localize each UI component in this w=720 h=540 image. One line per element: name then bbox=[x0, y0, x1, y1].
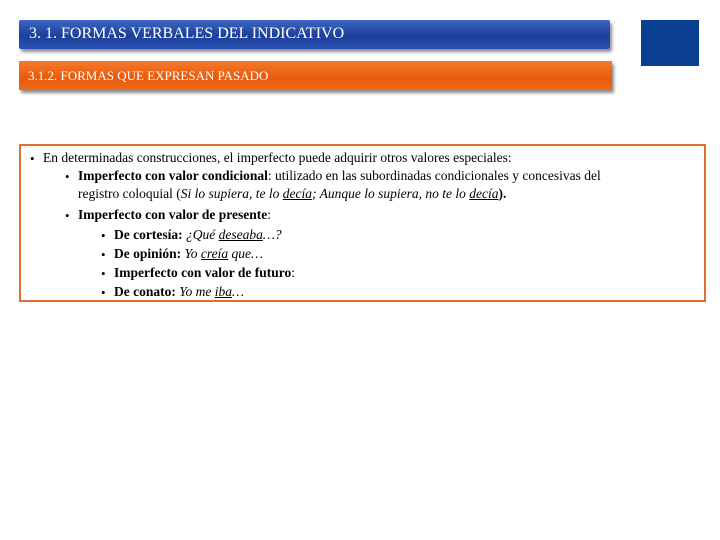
list-item-conato: De conato: Yo me iba… bbox=[114, 284, 245, 299]
list-item-future: Imperfecto con valor de futuro: bbox=[114, 265, 295, 280]
list-item-opinion: De opinión: Yo creía que… bbox=[114, 246, 264, 261]
bullet-icon: • bbox=[65, 169, 70, 184]
list-item-present: Imperfecto con valor de presente: bbox=[78, 207, 271, 222]
bullet-icon: • bbox=[101, 228, 106, 243]
decorative-square bbox=[641, 20, 699, 66]
bullet-icon: • bbox=[101, 247, 106, 262]
bullet-icon: • bbox=[30, 151, 35, 166]
list-item-conditional: Imperfecto con valor condicional: utilizado en las subordinadas condicionales y concesivas del bbox=[78, 168, 601, 183]
list-item-conditional-cont: registro coloquial (Si lo supiera, te lo decía; Aunque lo supiera, no te lo decía). bbox=[78, 186, 507, 201]
subsection-title-bar bbox=[19, 61, 612, 90]
intro-text: En determinadas construcciones, el imperfecto puede adquirir otros valores especiales: bbox=[43, 150, 512, 165]
section-title: 3. 1. FORMAS VERBALES DEL INDICATIVO bbox=[29, 25, 345, 42]
list-item-cortesia: De cortesía: ¿Qué deseaba…? bbox=[114, 227, 282, 242]
bullet-icon: • bbox=[101, 266, 106, 281]
bullet-icon: • bbox=[101, 285, 106, 300]
subsection-title: 3.1.2. FORMAS QUE EXPRESAN PASADO bbox=[28, 68, 269, 83]
section-title-bar bbox=[19, 20, 610, 49]
bullet-icon: • bbox=[65, 208, 70, 223]
